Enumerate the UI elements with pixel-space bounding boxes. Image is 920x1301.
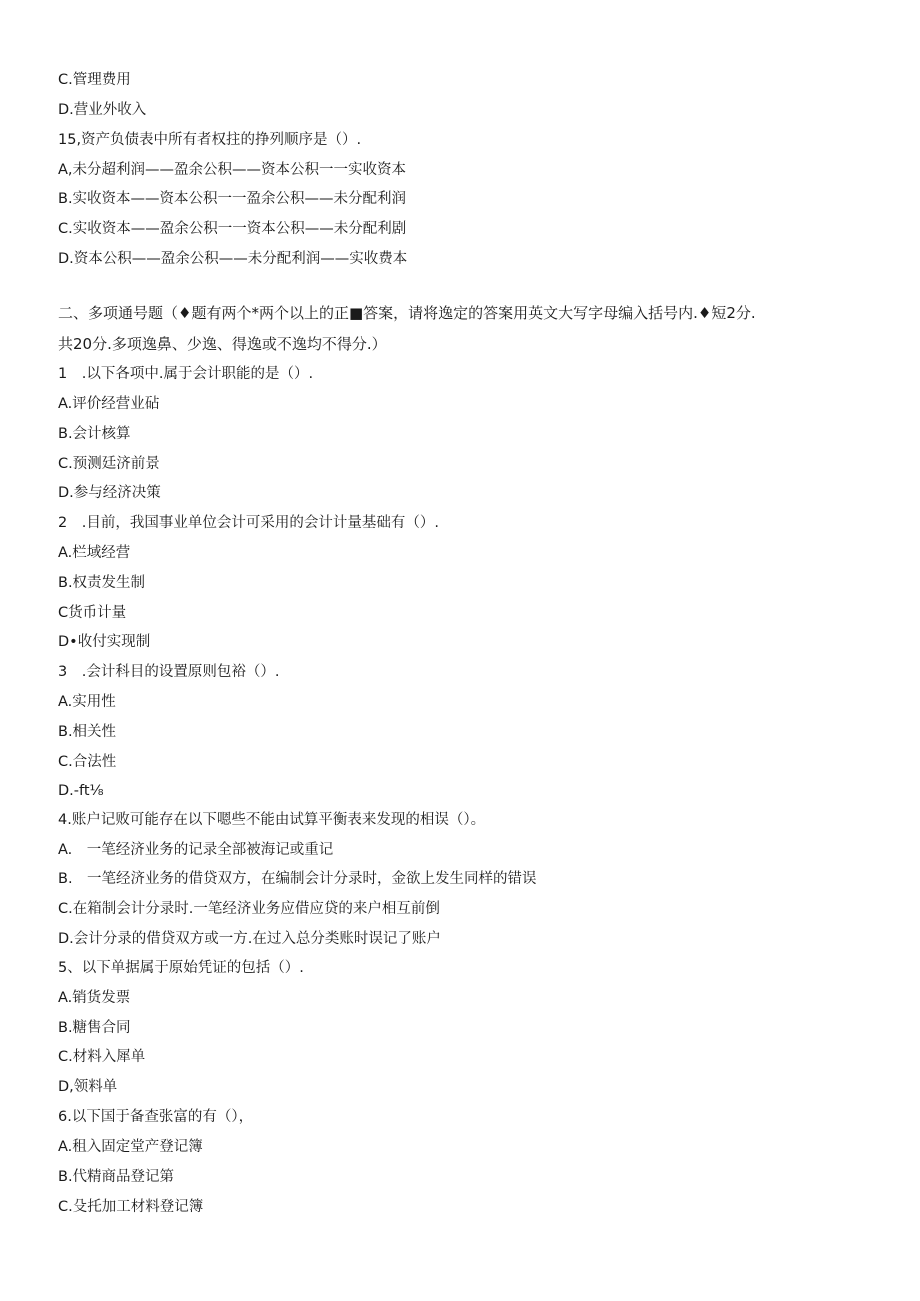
question-15: 15,资产负债表中所有者权拄的挣列顺序是（）.: [58, 132, 362, 148]
question-6: 6.以下国于备查张富的有（），: [58, 1109, 254, 1125]
option-d-q15: D.资本公积——盈余公积——未分配利润——实收费本: [58, 251, 408, 267]
question-3: 3 .会计科目的设置原则包裕（）.: [58, 664, 280, 680]
option-b-q2: B.权责发生制: [58, 575, 146, 591]
option-d-q2: D•收付实现制: [58, 634, 151, 650]
option-b-q1: B.会计核算: [58, 426, 131, 442]
option-a-q5: A.销货发票: [58, 990, 131, 1006]
question-1: 1 .以下各项中.属于会计职能的是（）.: [58, 366, 314, 382]
section-heading: 二、多项通号题（♦题有两个*两个以上的正■答案，请将逸定的答案用英文大写字母编入括号内.♦短2分.: [58, 304, 756, 322]
option-c-q2: C货币计量: [58, 605, 127, 621]
option-a-q2: A.栏域经营: [58, 545, 131, 561]
option-c-q3: C.合法性: [58, 754, 117, 770]
question-2: 2 .目前，我国事业单位会计可采用的会计计量基础有（）.: [58, 515, 439, 531]
option-a-q1: A.评价经营业砧: [58, 396, 160, 412]
option-a-q3: A.实用性: [58, 694, 116, 710]
option-b-q6: B.代精商品登记第: [58, 1169, 175, 1185]
option-a-q15: A,未分超利润——盈余公积——资本公积一一实收资本: [58, 162, 407, 178]
question-4: 4.账户记败可能存在以下嗯些不能由试算平衡表来发现的相误（）。: [58, 812, 486, 828]
question-5: 5、以下单据属于原始凭证的包括（）.: [58, 960, 304, 976]
option-c-q6: C.殳托加工材料登记簿: [58, 1199, 204, 1215]
option-a-q6: A.租入固定堂产登记簿: [58, 1139, 203, 1155]
option-c-q14: C.管理费用: [58, 72, 131, 88]
option-c-q1: C.预测廷济前景: [58, 456, 160, 472]
option-c-q4: C.在箱制会计分录时.一笔经济业务应借应贷的来户相互前倒: [58, 901, 440, 917]
option-b-q4: B. 一笔经济业务的借贷双方，在编制会计分录时，金欲上发生同样的错误: [58, 871, 537, 887]
option-d-q3: D.-ft⅛: [58, 783, 104, 799]
option-d-q14: D.营业外收入: [58, 102, 147, 118]
option-b-q5: B.糖售合同: [58, 1020, 131, 1036]
option-a-q4: A. 一笔经济业务的记录全部被海记或重记: [58, 842, 334, 858]
option-d-q1: D.参与经济决策: [58, 485, 161, 501]
section-instructions: 共20分.多项逸鼻、少逸、得逸或不逸均不得分.）: [58, 335, 387, 353]
option-c-q5: C.材料入犀单: [58, 1049, 146, 1065]
option-d-q5: D,领料单: [58, 1079, 118, 1095]
option-c-q15: C.实收资本——盈余公积一一资本公积——未分配利剧: [58, 221, 407, 237]
option-d-q4: D.会计分录的借贷双方或一方.在过入总分类账时误记了账户: [58, 931, 441, 947]
option-b-q3: B.相关性: [58, 724, 117, 740]
option-b-q15: B.实收资本——资本公积一一盈余公积——未分配利润: [58, 191, 407, 207]
